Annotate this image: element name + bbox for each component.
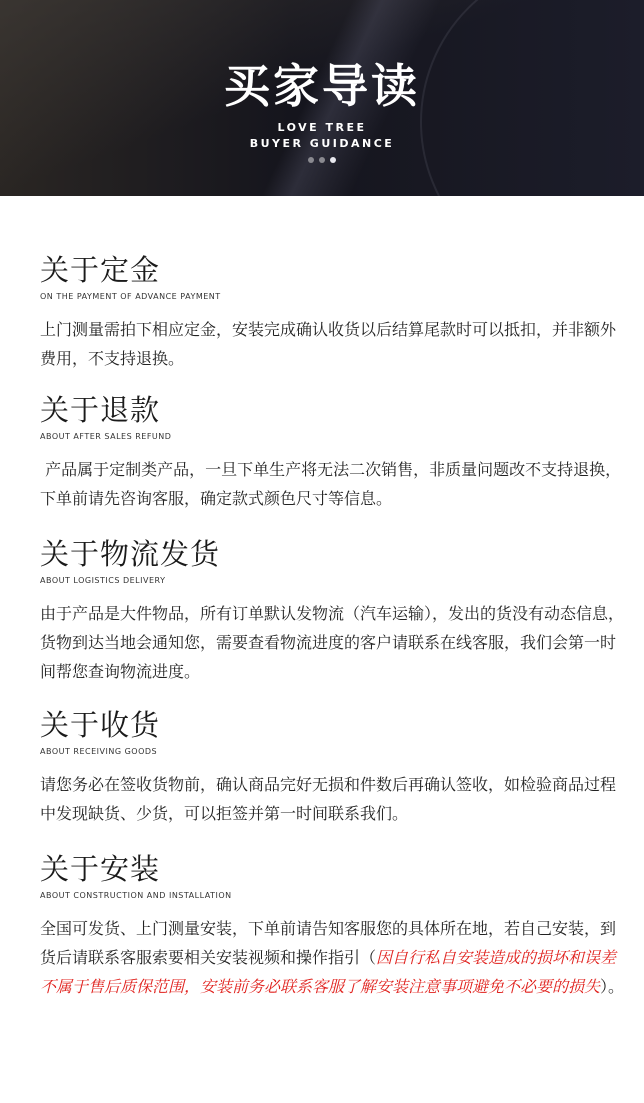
banner-title: 买家导读 bbox=[224, 59, 420, 113]
header-banner bbox=[0, 0, 644, 196]
section-subtitle: ON THE PAYMENT OF ADVANCE PAYMENT bbox=[40, 292, 221, 301]
section-subtitle: ABOUT CONSTRUCTION AND INSTALLATION bbox=[40, 891, 232, 900]
section-subtitle: ABOUT RECEIVING GOODS bbox=[40, 747, 158, 756]
warning-text: 因自行私自安装造成的损坏和误差不属于售后质保范围，安装前务必联系客服了解安装注意事项避免不必要的损失 bbox=[40, 948, 617, 996]
section-body: 产品属于定制类产品，一旦下单生产将无法二次销售，非质量问题改不支持退换，下单前请先咨询客服，确定款式颜色尺寸等信息。 bbox=[40, 460, 622, 508]
section-body-end: ）。 bbox=[600, 977, 625, 996]
banner-subtitle-guidance: BUYER GUIDANCE bbox=[249, 137, 395, 150]
section-installation bbox=[40, 851, 625, 1001]
carousel-dot[interactable] bbox=[319, 157, 325, 163]
section-subtitle: ABOUT LOGISTICS DELIVERY bbox=[40, 576, 166, 585]
section-body: 请您务必在签收货物前，确认商品完好无损和件数后再确认签收，如检验商品过程中发现缺货、少货，可以拒签并第一时间联系我们。 bbox=[40, 775, 617, 823]
section-subtitle: ABOUT AFTER SALES REFUND bbox=[40, 432, 172, 441]
section-title: 关于退款 bbox=[40, 393, 161, 427]
carousel-dot-active[interactable] bbox=[330, 157, 336, 163]
section-deposit bbox=[40, 252, 625, 373]
section-title: 关于定金 bbox=[40, 253, 161, 287]
section-body-text: 全国可发货、上门测量安装，下单前请告知客服您的具体所在地，若自己安装，到货后请联系客服索要相关安装视频和操作指引（ bbox=[40, 919, 617, 967]
section-title: 关于安装 bbox=[40, 852, 161, 886]
section-logistics bbox=[40, 536, 625, 686]
section-body: 由于产品是大件物品，所有订单默认发物流（汽车运输），发出的货没有动态信息，货物到达当地会通知您，需要查看物流进度的客户请联系在线客服，我们会第一时间帮您查询物流进度。 bbox=[40, 604, 625, 681]
banner-subtitle-brand: LOVE TREE bbox=[277, 121, 367, 134]
section-body: 上门测量需拍下相应定金，安装完成确认收货以后结算尾款时可以抵扣，并非额外费用，不支持退换。 bbox=[40, 320, 617, 368]
section-refund bbox=[40, 392, 625, 513]
section-title: 关于物流发货 bbox=[40, 537, 221, 571]
section-receiving bbox=[40, 707, 625, 828]
carousel-indicator bbox=[0, 157, 644, 163]
section-title: 关于收货 bbox=[40, 708, 161, 742]
carousel-dot[interactable] bbox=[308, 157, 314, 163]
section-body bbox=[40, 914, 625, 1001]
